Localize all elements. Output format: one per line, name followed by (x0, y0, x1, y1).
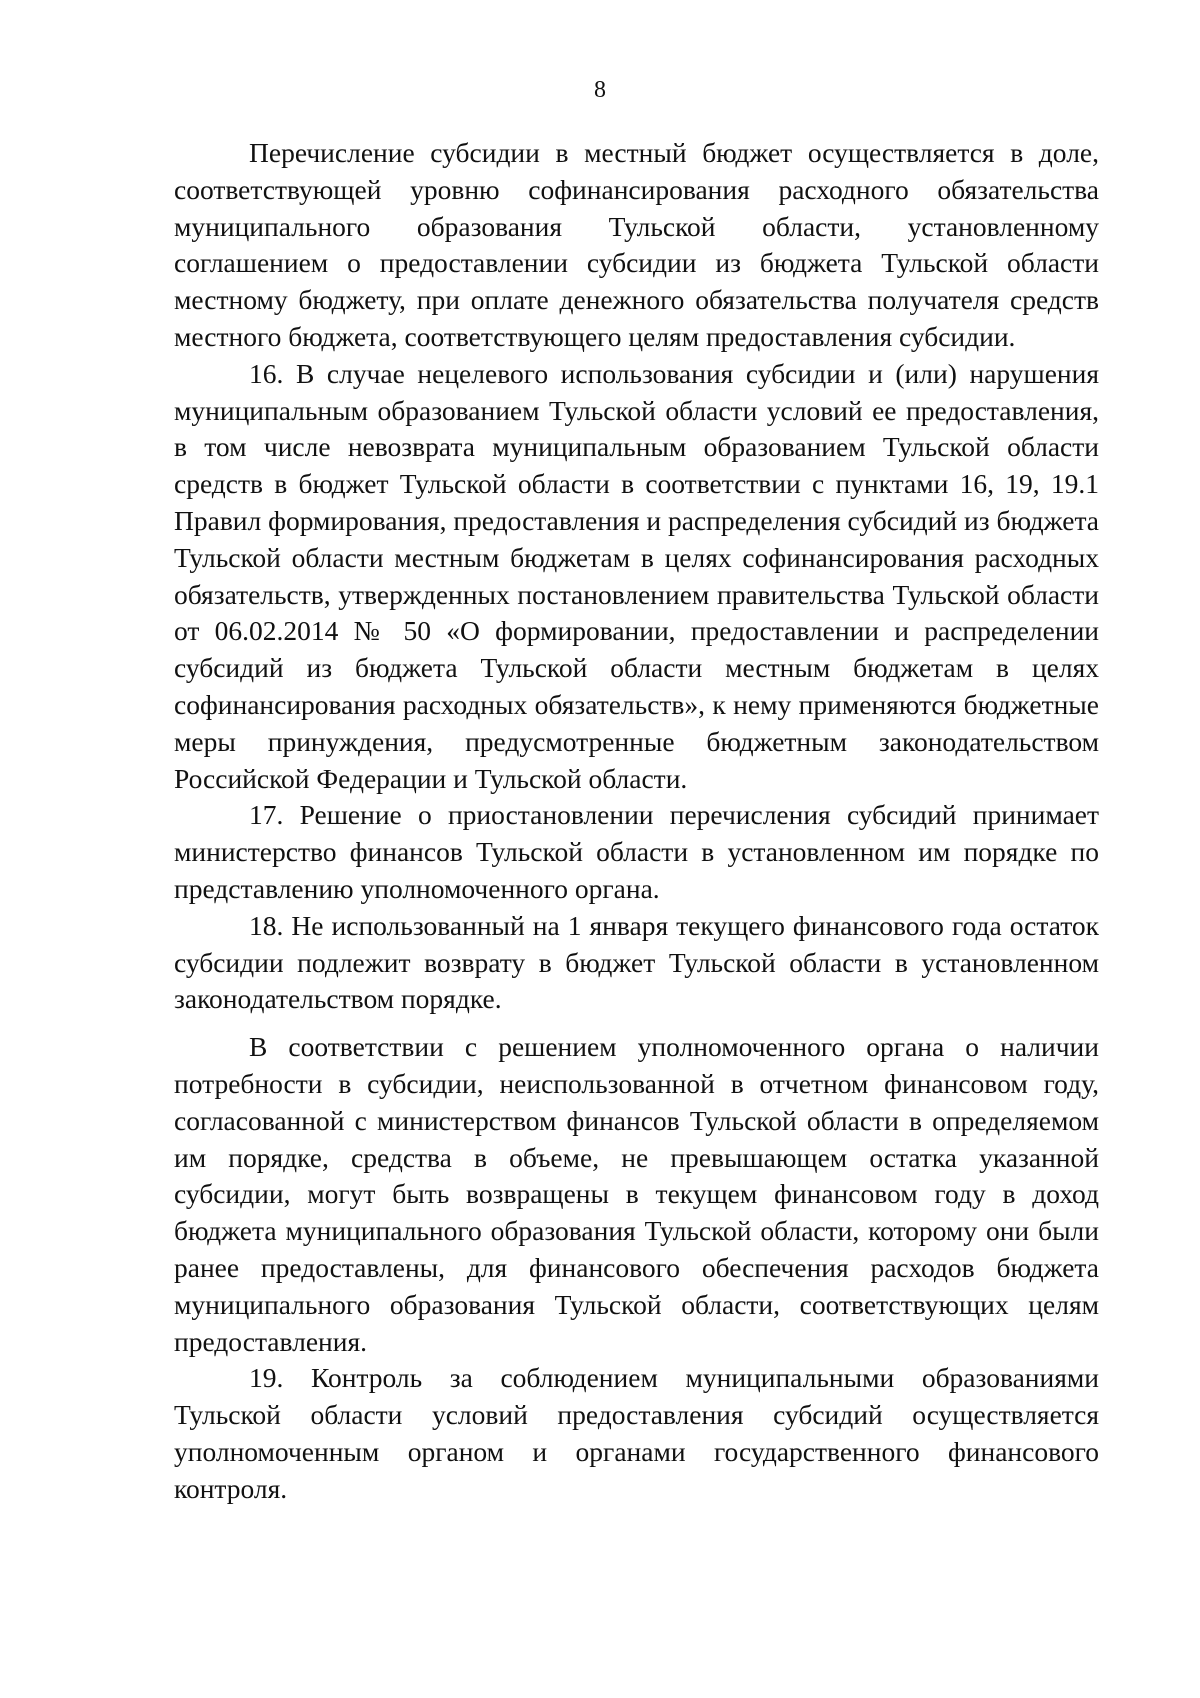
paragraph-19-control: 19. Контроль за соблюдением муниципальными образованиями Тульской области условий предоставления субсидий осуществляется уполномоченным органом и органами государственного финансового контроля. (174, 1362, 1099, 1504)
paragraph-16-misuse: 16. В случае нецелевого использования субсидии и (или) нарушения муниципальным образованием Тульской области условий ее предоставления, в том числе невозврата муниципальным образованием Тульской области средств в бюджет Тульской области в соответствии с пунктами 16, 19, 19.1 Правил формирования, предоставления и распределения субсидий из бюджета Тульской области местным бюджетам в целях софинансирования расходных обязательств, утвержденных постановлением правительства Тульской области от 06.02.2014 № 50 «О формировании, предоставлении и распределении субсидий из бюджета Тульской области местным бюджетам в целях софинансирования расходных обязательств», к нему применяются бюджетные меры принуждения, предусмотренные бюджетным законодательством Российской Федерации и Тульской области. (174, 357, 1099, 794)
page-number: 8 (594, 77, 606, 103)
document-body (174, 135, 1099, 1507)
paragraph-17-suspension: 17. Решение о приостановлении перечисления субсидий принимает министерство финансов Тульской области в установленном им порядке по представлению уполномоченного органа. (174, 799, 1099, 904)
paragraph-subsidy-transfer: Перечисление субсидии в местный бюджет осуществляется в доле, соответствующей уровню софинансирования расходного обязательства муниципального образования Тульской области, установленному соглашением о предоставлении субсидии из бюджета Тульской области местному бюджету, при оплате денежного обязательства получателя средств местного бюджета, соответствующего целям предоставления субсидии. (174, 137, 1099, 352)
paragraph-return-of-funds: В соответствии с решением уполномоченного органа о наличии потребности в субсидии, неиспользованной в отчетном финансовом году, согласованной с министерством финансов Тульской области в определяемом им порядке, средства в объеме, не превышающем остатка указанной субсидии, могут быть возвращены в текущем финансовом году в доход бюджета муниципального образования Тульской области, которому они были ранее предоставлены, для финансового обеспечения расходов бюджета муниципального образования Тульской области, соответствующих целям предоставления. (174, 1031, 1099, 1357)
paragraph-18-unused-balance: 18. Не использованный на 1 января текущего финансового года остаток субсидии подлежит возврату в бюджет Тульской области в установленном законодательством порядке. (174, 909, 1099, 1015)
